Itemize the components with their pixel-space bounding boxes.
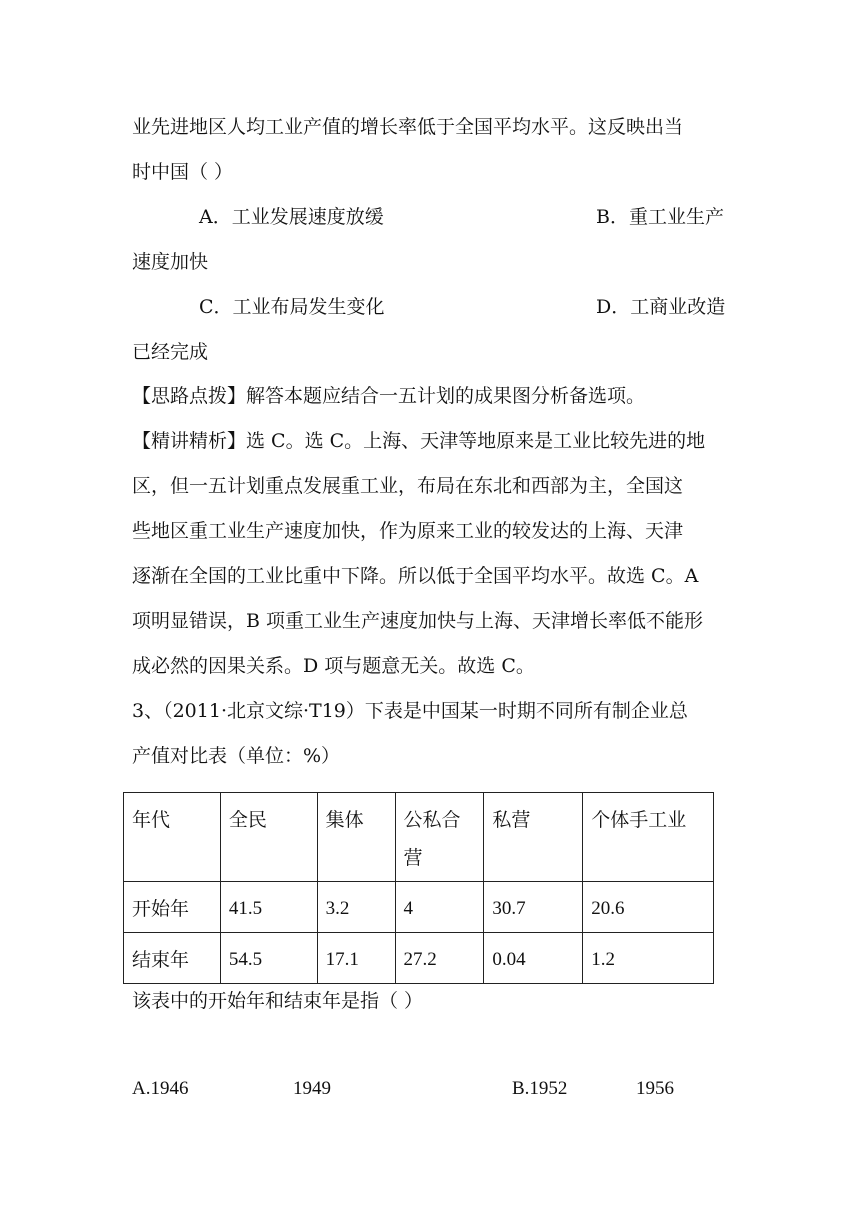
question-line: 产值对比表（单位：%） bbox=[132, 745, 341, 767]
answer-option-b-end: 1956 bbox=[636, 1078, 674, 1099]
table-header-cell: 年代 bbox=[124, 793, 221, 882]
answer-option-b: B.1952 bbox=[512, 1078, 568, 1099]
table-header-row bbox=[124, 793, 714, 882]
ownership-table bbox=[123, 792, 714, 984]
table-row bbox=[124, 882, 714, 933]
analysis-line: 项明显错误，B 项重工业生产速度加快与上海、天津增长率低不能形 bbox=[132, 610, 704, 632]
table-header-cell: 个体手工业 bbox=[583, 793, 714, 882]
analysis-line: 成必然的因果关系。D 项与题意无关。故选 C。 bbox=[132, 655, 535, 677]
hint-line: 【思路点拨】解答本题应结合一五计划的成果图分析备选项。 bbox=[132, 385, 646, 407]
option-d: D．工商业改造 bbox=[596, 296, 726, 318]
table-header-cell: 私营 bbox=[484, 793, 583, 882]
question-line: 该表中的开始年和结束年是指（ ） bbox=[132, 990, 424, 1012]
table-header-cell: 集体 bbox=[317, 793, 395, 882]
table-cell: 3.2 bbox=[317, 882, 395, 933]
table-cell: 30.7 bbox=[484, 882, 583, 933]
paragraph-line: 已经完成 bbox=[132, 341, 209, 363]
option-b: B．重工业生产 bbox=[596, 206, 724, 228]
paragraph-line: 时中国（ ） bbox=[132, 161, 234, 183]
table-cell: 开始年 bbox=[124, 882, 221, 933]
answer-option-a: A.1946 bbox=[132, 1078, 189, 1099]
option-a: A．工业发展速度放缓 bbox=[199, 206, 384, 228]
table-cell: 20.6 bbox=[583, 882, 714, 933]
answer-option-a-end: 1949 bbox=[293, 1078, 331, 1099]
analysis-line: 区，但一五计划重点发展重工业，布局在东北和西部为主，全国这 bbox=[132, 475, 684, 497]
analysis-line: 【精讲精析】选 C。选 C。上海、天津等地原来是工业比较先进的地 bbox=[132, 430, 706, 452]
analysis-line: 逐渐在全国的工业比重中下降。所以低于全国平均水平。故选 C。A bbox=[132, 565, 699, 587]
table-cell: 54.5 bbox=[220, 933, 317, 984]
table-cell: 1.2 bbox=[583, 933, 714, 984]
table-cell: 41.5 bbox=[220, 882, 317, 933]
table-header-cell: 公私合营 bbox=[395, 793, 484, 882]
table-header-cell: 全民 bbox=[220, 793, 317, 882]
question-line: 3、（2011·北京文综·T19）下表是中国某一时期不同所有制企业总 bbox=[132, 700, 688, 722]
table-cell: 0.04 bbox=[484, 933, 583, 984]
table-cell: 结束年 bbox=[124, 933, 221, 984]
table-row bbox=[124, 933, 714, 984]
paragraph-line: 业先进地区人均工业产值的增长率低于全国平均水平。这反映出当 bbox=[132, 116, 684, 138]
paragraph-line: 速度加快 bbox=[132, 251, 209, 273]
table-cell: 17.1 bbox=[317, 933, 395, 984]
table-cell: 4 bbox=[395, 882, 484, 933]
option-c: C．工业布局发生变化 bbox=[199, 296, 385, 318]
analysis-line: 些地区重工业生产速度加快，作为原来工业的较发达的上海、天津 bbox=[132, 520, 684, 542]
table-cell: 27.2 bbox=[395, 933, 484, 984]
